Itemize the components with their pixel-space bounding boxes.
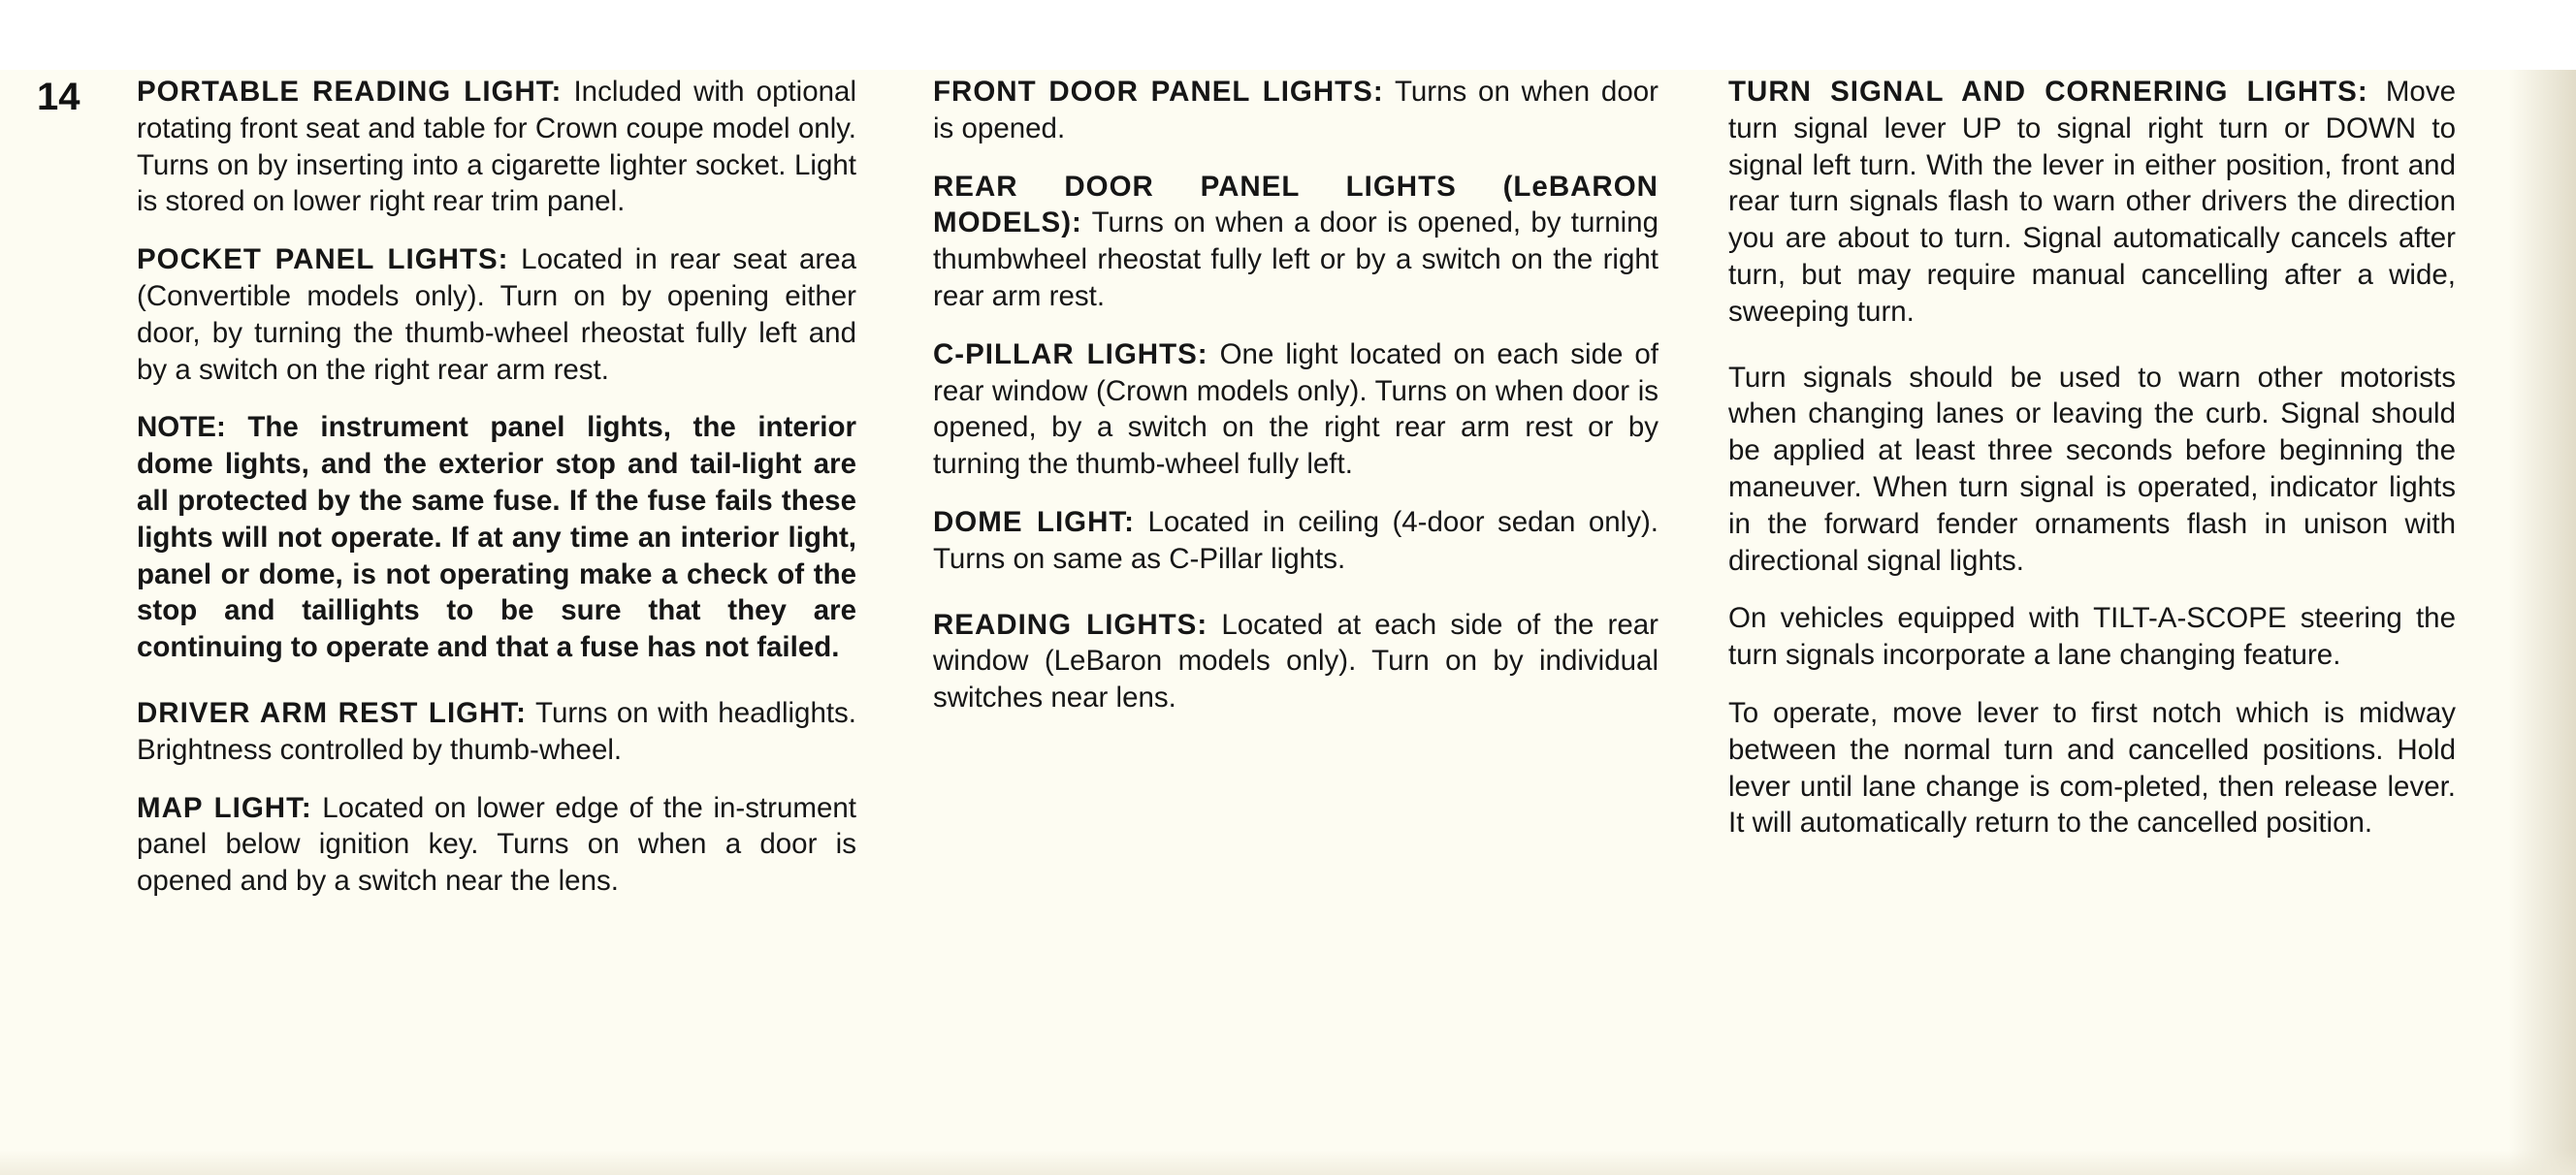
paragraph-c-pillar-lights xyxy=(933,336,1658,483)
heading-map-light: MAP LIGHT: xyxy=(137,791,312,824)
paragraph-turn-signal-usage xyxy=(1728,360,2456,580)
paragraph-dome-light xyxy=(933,504,1658,578)
page-bottom-shadow xyxy=(0,1150,2576,1175)
body-front-door-panel-lights: Turns on when door is opened. xyxy=(933,76,1658,144)
body-portable-reading-light: Included with optional rotating front seat and table for Crown coupe model only. Turns on by inserting into a cigarette lighter socket. Light is stored on lower right rear trim panel. xyxy=(137,76,857,218)
heading-portable-reading-light: PORTABLE READING LIGHT: xyxy=(137,76,563,108)
heading-front-door-panel-lights: FRONT DOOR PANEL LIGHTS: xyxy=(933,76,1384,108)
body-tilt-a-scope: On vehicles equipped with TILT-A-SCOPE steering the turn signals incorporate a lane changing feature. xyxy=(1728,602,2456,672)
body-reading-lights: Located at each side of the rear window (LeBaron models only). Turn on by individual switches near lens. xyxy=(933,608,1658,715)
manual-page xyxy=(0,70,2576,1175)
heading-pocket-panel-lights: POCKET PANEL LIGHTS: xyxy=(137,243,509,276)
paragraph-turn-signal-lights xyxy=(1728,74,2456,331)
paragraph-rear-door-panel-lights xyxy=(933,169,1658,315)
paragraph-lane-change-operation xyxy=(1728,695,2456,842)
body-rear-door-panel-lights: Turns on when a door is opened, by turning thumbwheel rheostat fully left or by a switch on the right rear arm rest. xyxy=(933,206,1658,312)
body-map-light: Located on lower edge of the in-strument panel below ignition key. Turns on when a door is opened and by a switch near the lens. xyxy=(137,791,856,898)
paragraph-tilt-a-scope xyxy=(1728,600,2456,674)
body-c-pillar-lights: One light located on each side of rear window (Crown models only). Turns on when door is opened, by a switch on the right rear arm rest or by turning the thumb-wheel fully left. xyxy=(933,337,1658,481)
column-middle xyxy=(933,74,1658,738)
heading-turn-signal-lights: TURN SIGNAL AND CORNERING LIGHTS: xyxy=(1728,76,2368,108)
column-right xyxy=(1728,74,2456,863)
body-turn-signal-lights: Move turn signal lever UP to signal right turn or DOWN to signal left turn. With the lever in either position, front and rear turn signals flash to warn other drivers the direction you are about to turn. Signal automatically cancels after turn, but may require manual cancelling after a wide, sweeping turn. xyxy=(1728,76,2456,328)
column-left xyxy=(137,74,856,921)
body-pocket-panel-lights: Located in rear seat area (Convertible models only). Turn on by opening either door, by turning the thumb-wheel rheostat fully left and by a switch on the right rear arm rest. xyxy=(137,243,857,386)
paragraph-driver-arm-rest-light xyxy=(137,695,856,769)
heading-reading-lights: READING LIGHTS: xyxy=(933,608,1208,641)
body-driver-arm-rest-light: Turns on with headlights. Brightness controlled by thumb-wheel. xyxy=(137,696,857,766)
heading-c-pillar-lights: C-PILLAR LIGHTS: xyxy=(933,337,1208,370)
paragraph-pocket-panel-lights xyxy=(137,241,856,388)
page-edge-shadow xyxy=(2508,70,2576,1175)
paragraph-reading-lights xyxy=(933,607,1658,716)
paragraph-fuse-note xyxy=(137,409,856,666)
body-dome-light: Located in ceiling (4-door sedan only). Turns on same as C-Pillar lights. xyxy=(933,505,1658,575)
note-text: NOTE: The instrument panel lights, the interior dome lights, and the exterior stop and tail-light are all protected by the same fuse. If the fuse fails these lights will not operate. If at any time an interior light, panel or dome, is not operating make a check of the stop and taillights to be sure that they are continuing to operate and that a fuse has not failed. xyxy=(137,411,856,664)
heading-rear-door-panel-lights: REAR DOOR PANEL LIGHTS (LeBARON MODELS): xyxy=(933,170,1658,239)
heading-driver-arm-rest-light: DRIVER ARM REST LIGHT: xyxy=(137,696,527,729)
paragraph-map-light xyxy=(137,790,856,900)
page-number: 14 xyxy=(37,76,80,118)
paragraph-front-door-panel-lights xyxy=(933,74,1658,147)
body-turn-signal-usage: Turn signals should be used to warn other motorists when changing lanes or leaving the curb. Signal should be applied at least three seconds before beginning the maneuver. When turn signal is operated, indicator lights in the forward fender ornaments flash in unison with directional signal lights. xyxy=(1728,361,2456,577)
heading-dome-light: DOME LIGHT: xyxy=(933,505,1136,538)
body-lane-change-operation: To operate, move lever to first notch which is midway between the normal turn and cancelled positions. Hold lever until lane change is com-pleted, then release lever. It will automatically return to the cancelled position. xyxy=(1728,696,2456,840)
paragraph-portable-reading-light xyxy=(137,74,856,220)
